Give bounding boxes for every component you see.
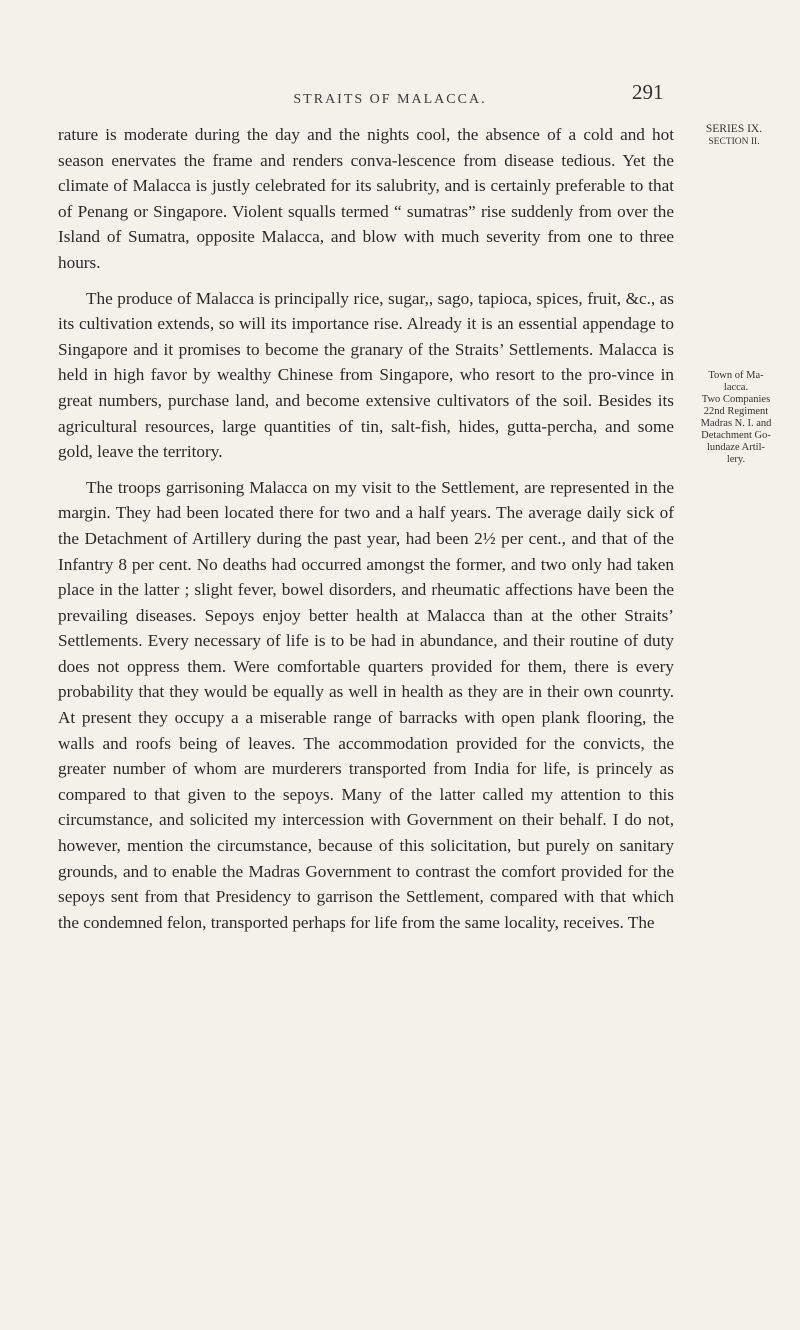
- garrison-note-line: 22nd Regiment: [703, 406, 769, 417]
- garrison-note-line: lacca.: [723, 382, 749, 393]
- section-label: SECTION II.: [708, 137, 760, 147]
- series-label: SERIES IX.: [705, 123, 763, 135]
- page-number: 291: [632, 80, 664, 104]
- garrison-margin-note: [678, 370, 794, 466]
- paragraph-troops: The troops garrisoning Malacca on my visit to the Settlement, are represented in the margin. They had been located there for two and a half years. The average daily sick of the Detachment of Artillery during the past year, had been 2½ per cent., and that of the Infantry 8 per cent. No deaths had occurred amongst the former, and two only had taken place in the latter ; slight fever, bowel disorders, and rheumatic affections have been the prevailing diseases. Sepoys enjoy better health at Malacca than at the other Straits’ Settlements. Every necessary of life is to be had in abundance, and their routine of duty does not oppress them. Were comfortable quarters provided for them, there is every probability that they would be equally as well in health as they are in their own counrty. At present they occupy a a miserable range of barracks with open plank flooring, the walls and roofs being of leaves. The accommodation provided for the convicts, the greater number of whom are murderers transported from India for life, is princely as compared to that given to the sepoys. Many of the latter called my attention to this circumstance, and solicited my intercession with Government on their behalf. I do not, however, mention the circumstance, because of this solicitation, but purely on sanitary grounds, and to enable the Madras Government to contrast the comfort provided for the sepoys sent from that Presidency to garrison the Settlement, compared with that which the condemned felon, transported perhaps for life from the same locality, receives. The: [58, 477, 674, 932]
- garrison-note-line: lundaze Artil-: [706, 442, 766, 453]
- garrison-note-line: Madras N. I. and: [700, 418, 772, 429]
- running-head: STRAITS OF MALACCA.: [293, 92, 487, 107]
- series-margin-note: [690, 123, 778, 149]
- garrison-note-line: Two Companies: [701, 394, 771, 405]
- paragraph-climate: rature is moderate during the day and the nights cool, the absence of a cold and hot season enervates the frame and renders conva-lescence from disease tedious. Yet the climate of Malacca is justly celebrated for its salubrity, and is certainly preferable to that of Penang or Singapore. Violent squalls termed “ sumatras” rise suddenly from over the Island of Sumatra, opposite Malacca, and blow with much severity from one to three hours.: [58, 125, 674, 272]
- garrison-note-line: lery.: [726, 454, 746, 465]
- body-text: [58, 122, 674, 935]
- garrison-note-line: Detachment Go-: [701, 430, 771, 441]
- garrison-note-line: Town of Ma-: [708, 370, 764, 381]
- paragraph-produce: The produce of Malacca is principally rice, sugar,, sago, tapioca, spices, fruit, &c., as its cultivation extends, so will its importance rise. Already it is an essential appendage to Singapore and it promises to become the granary of the Straits’ Settlements. Malacca is held in high favor by wealthy Chinese from Singapore, who resort to the pro-vince in great numbers, purchase land, and become extensive cultivators of the soil. Besides its agricultural resources, large quantities of tin, salt-fish, hides, gutta-percha, and some gold, leave the territory.: [58, 288, 674, 462]
